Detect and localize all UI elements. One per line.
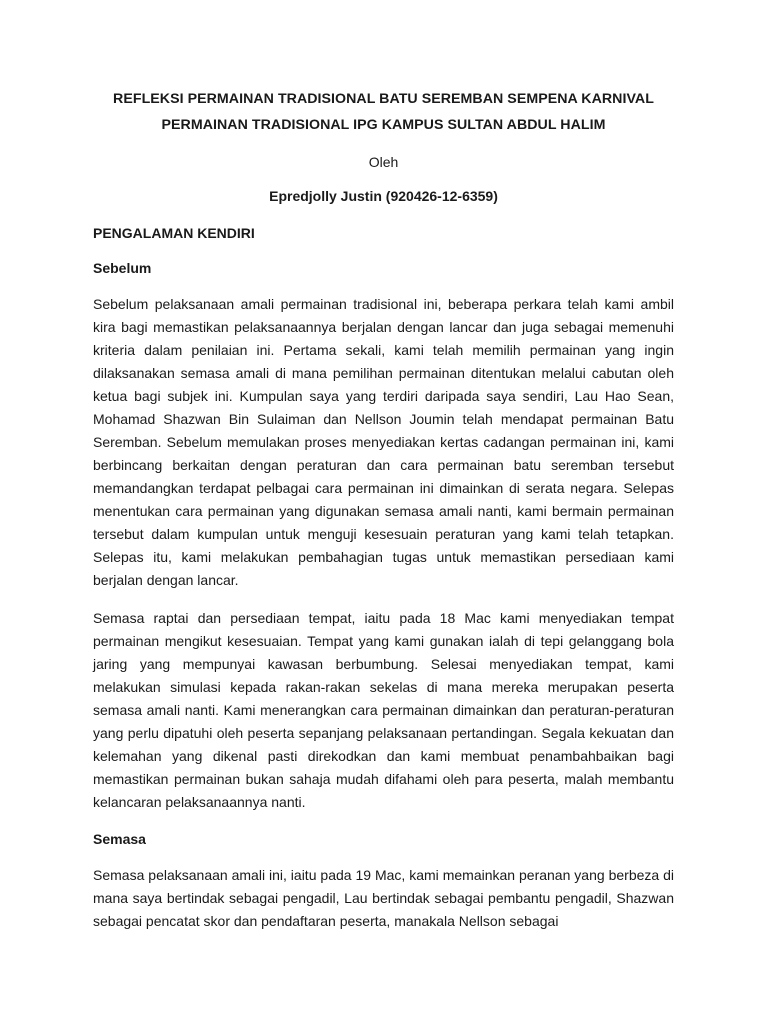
title-line-2: PERMAINAN TRADISIONAL IPG KAMPUS SULTAN ABDUL HALIM [161, 117, 606, 133]
subheading-sebelum: Sebelum [93, 260, 152, 276]
paragraph-sebelum-2: Semasa raptai dan persediaan tempat, iaitu pada 18 Mac kami menyediakan tempat permainan mengikut kesesuaian. Tempat yang kami gunakan ialah di tepi gelanggang bola jaring yang mempunyai kawasan berbumbung. Selesai menyediakan tempat, kami melakukan simulasi kepada rakan-rakan sekelas di mana mereka merupakan peserta semasa amali nanti. Kami menerangkan cara permainan dimainkan dan peraturan-peraturan yang perlu dipatuhi oleh peserta sepanjang pelaksanaan pertandingan. Segala kekuatan dan kelemahan yang dikenal pasti direkodkan dan kami membuat penambahbaikan bagi memastikan permainan bukan sahaja mudah difahami oleh para peserta, malah membantu kelancaran pelaksanaannya nanti. [93, 610, 674, 810]
paragraph-semasa-1: Semasa pelaksanaan amali ini, iaitu pada 19 Mac, kami memainkan peranan yang berbeza di mana saya bertindak sebagai pengadil, Lau bertindak sebagai pembantu pengadil, Shazwan sebagai pencatat skor dan pendaftaran peserta, manakala Nellson sebagai [93, 867, 674, 929]
subheading-semasa: Semasa [93, 831, 146, 847]
author-line: Epredjolly Justin (920426-12-6359) [269, 188, 498, 204]
document-title [93, 86, 674, 138]
by-label: Oleh [368, 154, 399, 170]
section-heading: PENGALAMAN KENDIRI [93, 225, 255, 241]
title-line-1: REFLEKSI PERMAINAN TRADISIONAL BATU SEREMBAN SEMPENA KARNIVAL [113, 91, 654, 107]
paragraph-sebelum-1: Sebelum pelaksanaan amali permainan tradisional ini, beberapa perkara telah kami ambil kira bagi memastikan pelaksanaannya berjalan dengan lancar dan juga sebagai memenuhi kriteria dalam penilaian ini. Pertama sekali, kami telah memilih permainan yang ingin dilaksanakan semasa amali di mana pemilihan permainan ditentukan melalui cabutan oleh ketua bagi subjek ini. Kumpulan saya yang terdiri daripada saya sendiri, Lau Hao Sean, Mohamad Shazwan Bin Sulaiman dan Nellson Joumin telah mendapat permainan Batu Seremban. Sebelum memulakan proses menyediakan kertas cadangan permainan ini, kami berbincang berkaitan dengan peraturan dan cara permainan batu seremban tersebut memandangkan terdapat pelbagai cara permainan ini dimainkan di serata negara. Selepas menentukan cara permainan yang digunakan semasa amali nanti, kami bermain permainan tersebut dalam kumpulan untuk menguji kesesuain peraturan yang kami telah tetapkan. Selepas itu, kami melakukan pembahagian tugas untuk memastikan persediaan kami berjalan dengan lancar. [93, 296, 674, 588]
